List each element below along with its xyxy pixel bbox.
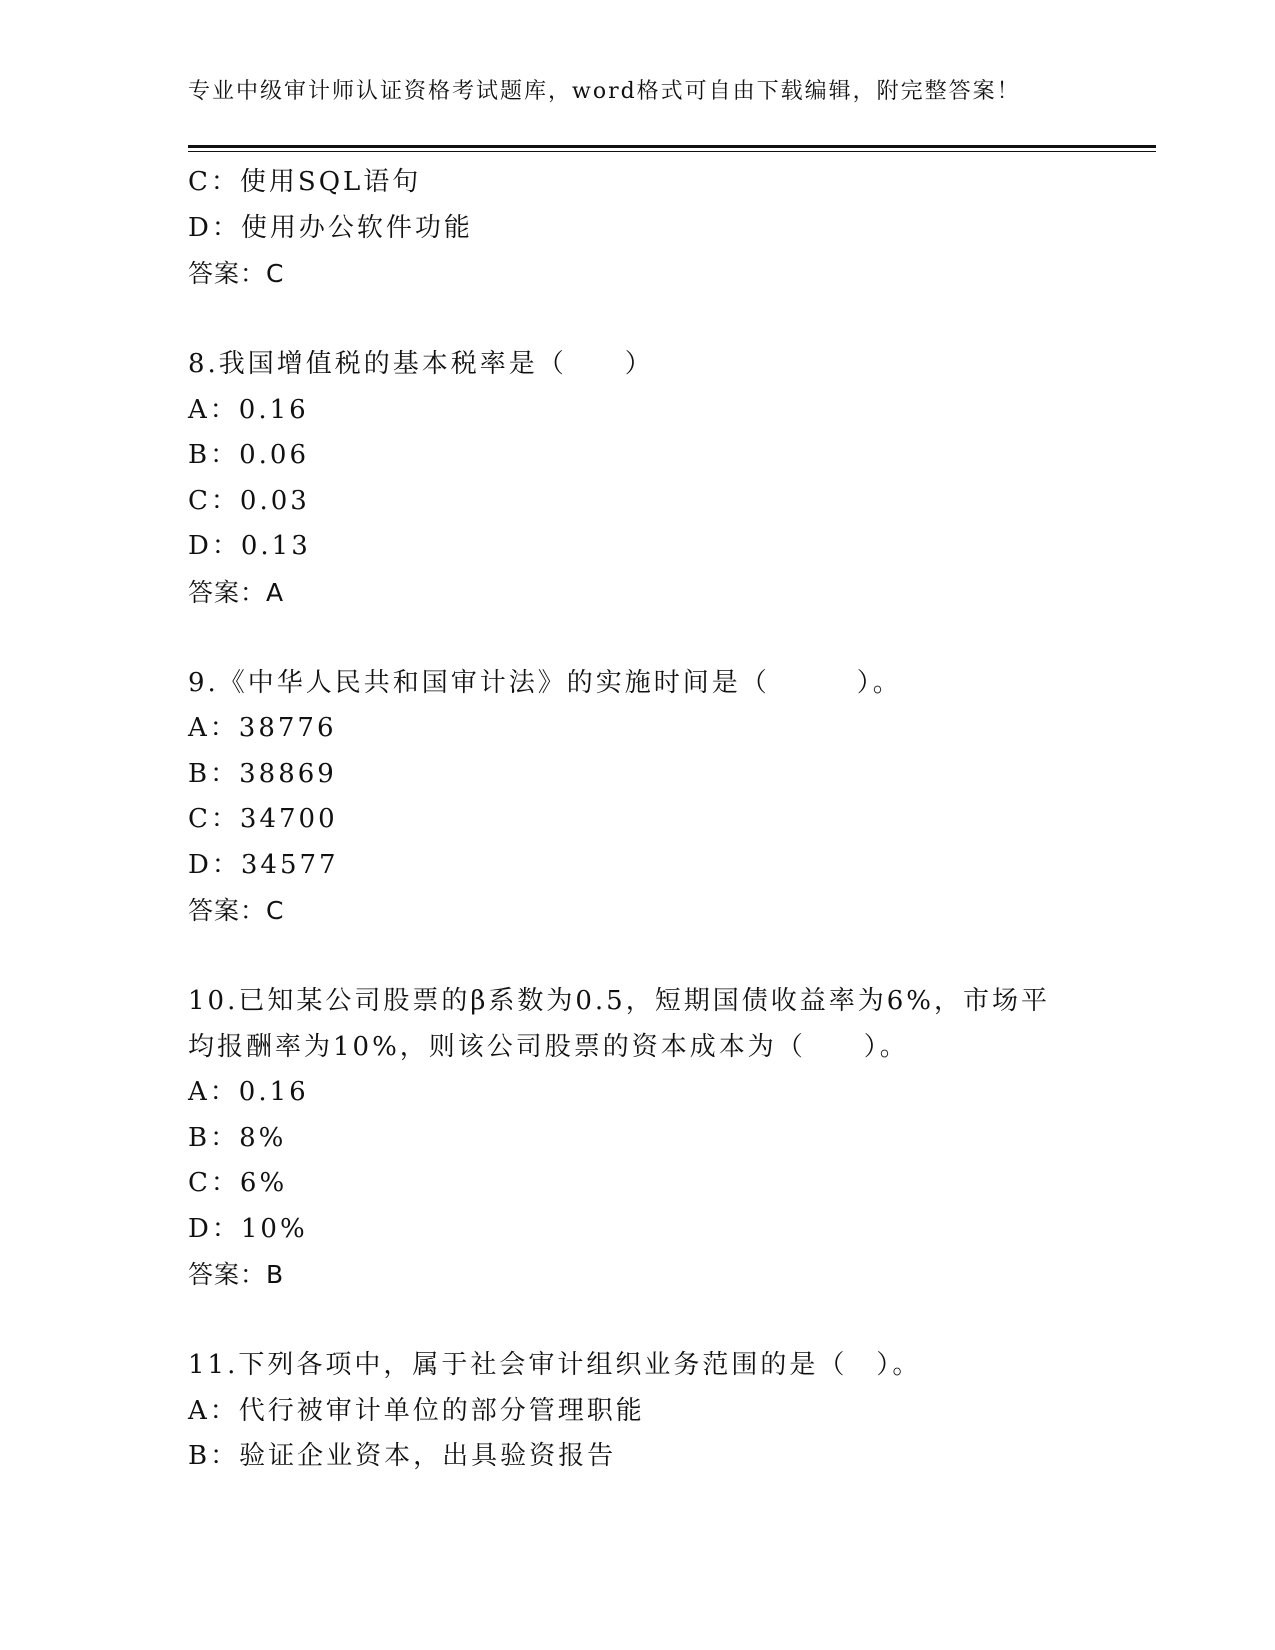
spacer [188, 934, 1088, 980]
option-label: B： [188, 440, 240, 470]
option-line [188, 1161, 1088, 1207]
option-line [188, 752, 1088, 798]
option-text: 34577 [240, 849, 339, 880]
option-label: A： [188, 1395, 239, 1426]
option-text: 验证企业资本，出具验资报告 [239, 1441, 617, 1471]
option-line [188, 797, 1088, 843]
question-stem: 10.已知某公司股票的β系数为0.5，短期国债收益率为6%，市场平 [188, 986, 1050, 1016]
option-label: C： [188, 804, 240, 834]
option-line [188, 388, 1088, 434]
option-text: 0.03 [239, 485, 310, 516]
option-label: C： [188, 1168, 240, 1198]
option-line [188, 1207, 1088, 1253]
option-text: 0.16 [238, 394, 309, 425]
option-text: 6% [239, 1168, 288, 1198]
option-line [188, 1116, 1088, 1162]
header-rule-thick [188, 145, 1156, 148]
option-label: C： [188, 167, 240, 197]
answer-line: 答案：C [188, 259, 285, 288]
option-text: 38776 [238, 713, 337, 743]
question-stem: 11.下列各项中，属于社会审计组织业务范围的是（ ）。 [188, 1350, 922, 1380]
page-header: 专业中级审计师认证资格考试题库，word格式可自由下载编辑，附完整答案！ [188, 79, 1021, 104]
option-label: D： [188, 1213, 241, 1244]
option-line [188, 206, 1088, 252]
answer-line: 答案：B [188, 1260, 285, 1289]
option-label: A： [188, 1077, 239, 1107]
question-stem: 9.《中华人民共和国审计法》的实施时间是（ ）。 [188, 667, 902, 698]
option-text: 0.13 [240, 531, 311, 561]
option-text: 使用办公软件功能 [240, 212, 473, 243]
option-line [188, 1434, 1088, 1480]
option-label: D： [188, 212, 241, 243]
continued-question [188, 160, 1088, 297]
question-9 [188, 661, 1088, 934]
option-line [188, 433, 1088, 479]
option-label: B： [188, 1122, 240, 1153]
answer-line: 答案：C [188, 896, 285, 925]
option-label: A： [188, 713, 239, 743]
option-text: 0.16 [238, 1077, 309, 1107]
option-text: 10% [240, 1213, 308, 1244]
answer-line: 答案：A [188, 577, 285, 607]
option-label: D： [188, 849, 241, 880]
option-text: 34700 [239, 804, 338, 834]
option-line [188, 1070, 1088, 1116]
question-8 [188, 342, 1088, 615]
option-line [188, 1389, 1088, 1435]
option-label: C： [188, 485, 240, 516]
option-line [188, 706, 1088, 752]
option-line [188, 843, 1088, 889]
option-label: B： [188, 1441, 240, 1471]
option-line [188, 160, 1088, 206]
option-line [188, 524, 1088, 570]
question-11 [188, 1343, 1088, 1480]
option-text: 8% [239, 1122, 287, 1153]
spacer [188, 297, 1088, 343]
option-label: A： [188, 394, 239, 425]
question-content [188, 160, 1088, 1480]
question-stem-continued: 均报酬率为10%，则该公司股票的资本成本为（ ）。 [188, 1031, 909, 1062]
question-stem: 8.我国增值税的基本税率是（ ） [188, 349, 654, 379]
spacer [188, 1298, 1088, 1344]
header-rule-thin [188, 151, 1156, 152]
option-text: 38869 [239, 758, 337, 789]
option-line [188, 479, 1088, 525]
option-text: 0.06 [239, 440, 309, 470]
option-label: D： [188, 531, 241, 561]
option-text: 代行被审计单位的部分管理职能 [238, 1395, 645, 1426]
option-text: 使用SQL语句 [239, 167, 422, 197]
option-label: B： [188, 758, 240, 789]
question-10 [188, 979, 1088, 1298]
spacer [188, 615, 1088, 661]
